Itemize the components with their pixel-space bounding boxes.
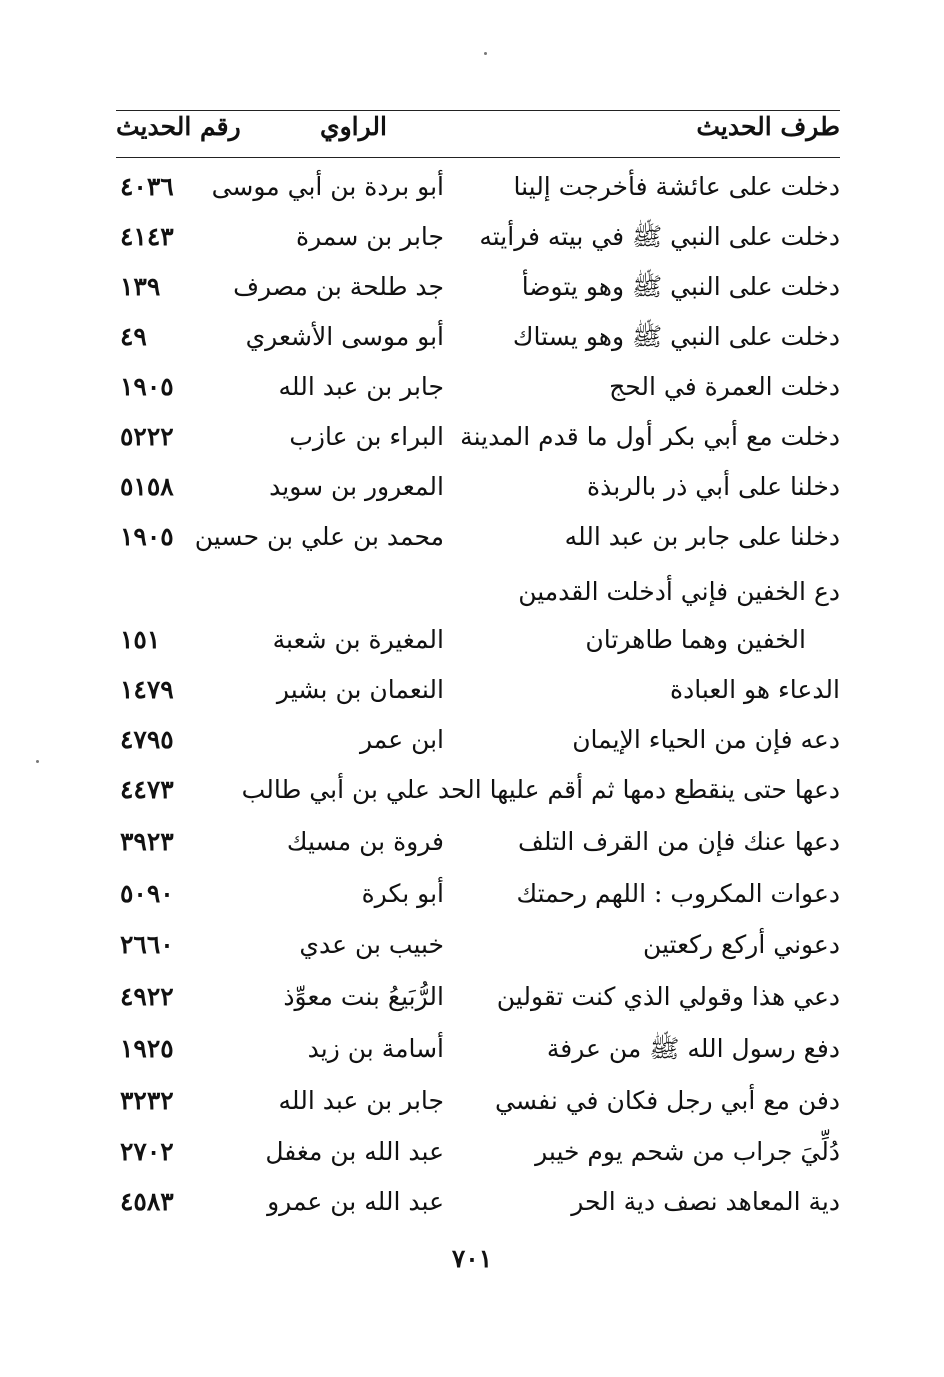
hadith-text: دية المعاهد نصف دية الحر — [571, 1187, 840, 1216]
narrator-text: الرُّبَيعُ بنت معوِّذ — [283, 982, 444, 1011]
narrator-text: ابن عمر — [359, 725, 444, 754]
narrator-text: جابر بن سمرة — [296, 222, 444, 251]
narrator-text: المغيرة بن شعبة — [272, 625, 444, 654]
hadith-text: دخلنا على أبي ذر بالربذة — [587, 472, 840, 501]
scan-speck — [484, 52, 487, 55]
table-row — [116, 1078, 840, 1128]
hadith-number: ٤٧٩٥ — [120, 725, 174, 754]
hadith-number: ٤٩ — [120, 322, 147, 351]
hadith-text: دخلت العمرة في الحج — [609, 372, 840, 401]
table-row — [116, 617, 840, 667]
narrator-text: البراء بن عازب — [289, 422, 444, 451]
narrator-text: النعمان بن بشير — [276, 675, 444, 704]
hadith-number: ٤٩٢٢ — [120, 982, 174, 1011]
hadith-text: دعوات المكروب : اللهم رحمتك — [516, 879, 840, 908]
hadith-text: دخلنا على جابر بن عبد الله — [564, 522, 840, 551]
hadith-number: ١٣٩ — [120, 272, 161, 301]
header-narrator: الراوي — [320, 112, 387, 141]
hadith-number: ٣٢٣٢ — [120, 1086, 174, 1115]
table-row — [116, 364, 840, 414]
table-row — [116, 922, 840, 972]
hadith-number: ٣٩٢٣ — [120, 827, 174, 856]
hadith-number: ٤١٤٣ — [120, 222, 174, 251]
table-row — [116, 767, 840, 817]
hadith-number: ٢٧٠٢ — [120, 1137, 174, 1166]
table-row — [116, 314, 840, 364]
table-row — [116, 717, 840, 767]
header-rule — [116, 157, 840, 158]
hadith-text: دعها حتى ينقطع دمها ثم أقم عليها الحد علي بن أبي طالب — [241, 775, 840, 804]
narrator-text: فروة بن مسيك — [286, 827, 444, 856]
narrator-text: جد طلحة بن مصرف — [233, 272, 444, 301]
hadith-text: دعه فإن من الحياء الإيمان — [572, 725, 840, 754]
hadith-number: ١٤٧٩ — [120, 675, 174, 704]
hadith-text: الدعاء هو العبادة — [670, 675, 840, 704]
narrator-text: أبو موسى الأشعري — [245, 322, 444, 351]
hadith-text: دخلت مع أبي بكر أول ما قدم المدينة — [460, 422, 840, 451]
narrator-text: أبو بردة بن أبي موسى — [211, 172, 444, 201]
hadith-text: دعها عنك فإن من القرف التلف — [518, 827, 840, 856]
hadith-text: دُلِّيَ جراب من شحم يوم خيبر — [535, 1137, 840, 1166]
narrator-text: المعرور بن سويد — [269, 472, 444, 501]
header-hadith: طرف الحديث — [696, 112, 840, 141]
hadith-number: ٥١٥٨ — [120, 472, 174, 501]
hadith-text: دخلت على النبي ﷺ في بيته فرأيته — [479, 222, 840, 251]
narrator-text: محمد بن علي بن حسين — [194, 522, 444, 551]
table-row — [116, 264, 840, 314]
narrator-text: خبيب بن عدي — [299, 930, 444, 959]
table-row — [116, 667, 840, 717]
narrator-text: جابر بن عبد الله — [278, 372, 444, 401]
table-row — [116, 1129, 840, 1179]
hadith-text: دفع رسول الله ﷺ من عرفة — [546, 1034, 840, 1063]
narrator-text: عبد الله بن عمرو — [267, 1187, 444, 1216]
hadith-text: دعوني أركع ركعتين — [642, 930, 840, 959]
table-row — [116, 214, 840, 264]
hadith-number: ١٥١ — [120, 625, 161, 654]
hadith-text: دخلت على عائشة فأخرجت إلينا — [513, 172, 840, 201]
hadith-text: دخلت على النبي ﷺ وهو يستاك — [512, 322, 840, 351]
hadith-number: ١٩٠٥ — [120, 522, 174, 551]
hadith-number: ٢٦٦٠ — [120, 930, 174, 959]
table-row — [116, 1026, 840, 1076]
hadith-number: ٥٢٢٢ — [120, 422, 174, 451]
table-row — [116, 1179, 840, 1229]
header-number: رقم الحديث — [116, 112, 241, 141]
narrator-text: جابر بن عبد الله — [278, 1086, 444, 1115]
hadith-number: ١٩٢٥ — [120, 1034, 174, 1063]
hadith-number: ١٩٠٥ — [120, 372, 174, 401]
table-row — [116, 164, 840, 214]
hadith-text: دعي هذا وقولي الذي كنت تقولين — [496, 982, 840, 1011]
hadith-text: دفن مع أبي رجل فكان في نفسي — [495, 1086, 840, 1115]
hadith-number: ٥٠٩٠ — [120, 879, 174, 908]
table-row — [116, 974, 840, 1024]
table-header — [116, 112, 840, 156]
table-row — [116, 871, 840, 921]
hadith-text: دخلت على النبي ﷺ وهو يتوضأ — [521, 272, 840, 301]
scan-speck — [36, 760, 39, 763]
narrator-text: أبو بكرة — [361, 879, 444, 908]
table-row — [116, 569, 840, 619]
narrator-text: عبد الله بن مغفل — [265, 1137, 444, 1166]
hadith-number: ٤٤٧٣ — [120, 775, 174, 804]
hadith-number: ٤٥٨٣ — [120, 1187, 174, 1216]
narrator-text: أسامة بن زيد — [307, 1034, 444, 1063]
top-rule — [116, 110, 840, 111]
table-row — [116, 514, 840, 564]
hadith-number: ٤٠٣٦ — [120, 172, 174, 201]
table-row — [116, 414, 840, 464]
hadith-text: دع الخفين فإني أدخلت القدمين — [518, 577, 840, 606]
hadith-text: الخفين وهما طاهرتان — [585, 625, 806, 654]
table-row — [116, 464, 840, 514]
page-number: ٧٠١ — [451, 1244, 493, 1273]
table-row — [116, 819, 840, 869]
